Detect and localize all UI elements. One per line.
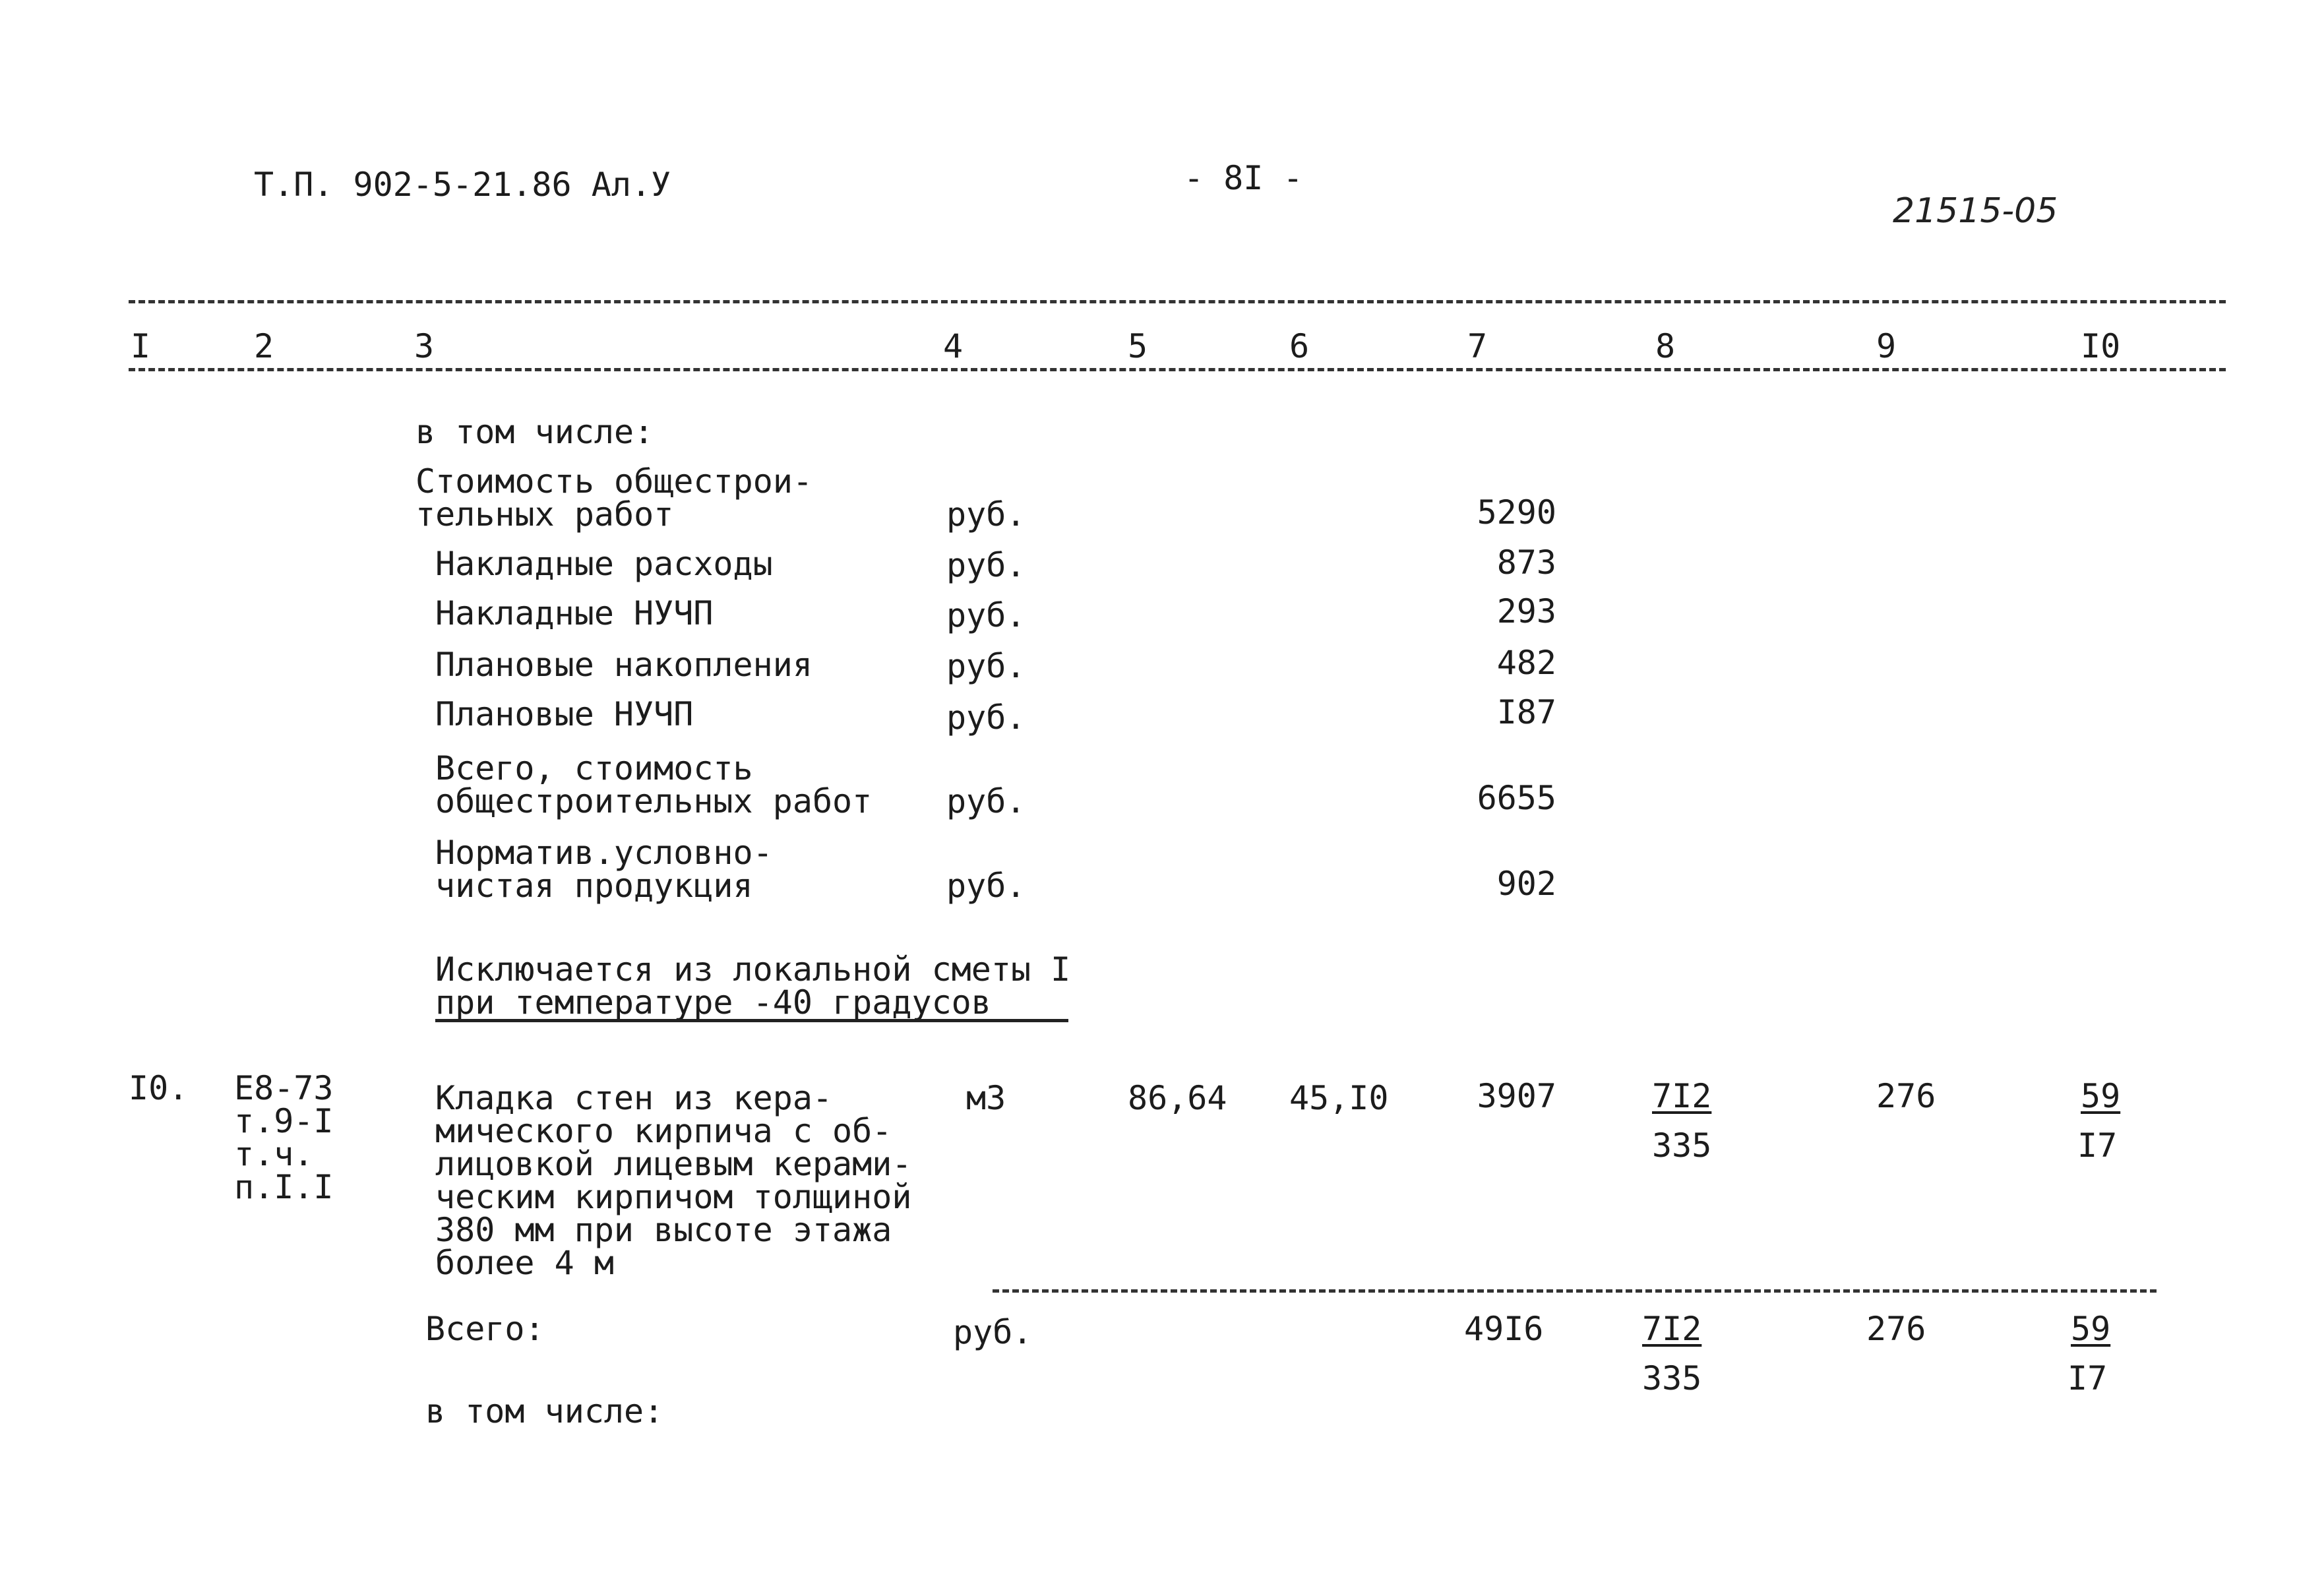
item-description: Кладка стен из кера- мического кирпича с об- лицовкой лицевым керами- ческим кирпичом толщиной 380 мм при высоте этажа более 4 м bbox=[435, 1079, 912, 1282]
item-col8-bottom: 335 bbox=[1652, 1126, 1712, 1165]
total-col8-top: 7I2 bbox=[1642, 1310, 1702, 1348]
row-name: Накладные НУЧП bbox=[435, 594, 714, 632]
column-header-7: 7 bbox=[1467, 327, 1488, 365]
row-value-col7: 6655 bbox=[1477, 779, 1556, 817]
row-name: Плановые НУЧП bbox=[435, 695, 694, 733]
row-name: Плановые накопления bbox=[435, 646, 812, 684]
row-value-col7: I87 bbox=[1496, 693, 1556, 731]
column-header-9: 9 bbox=[1876, 327, 1897, 365]
row-value-col7: 873 bbox=[1496, 543, 1556, 582]
column-header-4: 4 bbox=[943, 327, 964, 365]
row-name: Всего, стоимость общестроительных работ bbox=[435, 749, 873, 820]
total-unit: руб. bbox=[953, 1313, 1033, 1351]
total-col9: 276 bbox=[1866, 1310, 1926, 1348]
total-label: Всего: bbox=[425, 1310, 545, 1348]
row-value-col7: 5290 bbox=[1477, 493, 1556, 532]
item-unit-price: 45,I0 bbox=[1289, 1079, 1389, 1117]
column-header-8: 8 bbox=[1655, 327, 1676, 365]
row-name: Накладные расходы bbox=[435, 545, 773, 583]
item-cost: 3907 bbox=[1477, 1077, 1556, 1115]
row-value-col7: 482 bbox=[1496, 644, 1556, 682]
row-unit: руб. bbox=[946, 782, 1026, 820]
item-col10-top: 59 bbox=[2081, 1077, 2121, 1115]
table-top-rule bbox=[129, 300, 2226, 303]
row-unit: руб. bbox=[946, 546, 1026, 584]
item-col8-top: 7I2 bbox=[1652, 1077, 1712, 1115]
row-value-col7: 293 bbox=[1496, 592, 1556, 630]
handwritten-archive-number: 21515-05 bbox=[1893, 191, 2058, 231]
column-header-6: 6 bbox=[1289, 327, 1310, 365]
total-col8-bottom: 335 bbox=[1642, 1359, 1702, 1397]
table-header-bottom-rule bbox=[129, 368, 2226, 371]
block-intro: в том числе: bbox=[415, 413, 654, 451]
exclusion-note-underline bbox=[435, 1019, 1068, 1022]
subtotal-rule bbox=[993, 1289, 2157, 1293]
item-quantity: 86,64 bbox=[1128, 1079, 1227, 1117]
row-unit: руб. bbox=[946, 495, 1026, 534]
row-unit: руб. bbox=[946, 867, 1026, 905]
row-unit: руб. bbox=[946, 596, 1026, 634]
row-unit: руб. bbox=[946, 698, 1026, 737]
row-name: Стоимость общестрои- тельных работ bbox=[415, 462, 813, 534]
item-code: Е8-73 т.9-I т.ч. п.I.I bbox=[234, 1069, 334, 1206]
item-unit: м3 bbox=[966, 1079, 1006, 1117]
total-cost: 49I6 bbox=[1464, 1310, 1544, 1348]
column-header-2: 2 bbox=[254, 327, 274, 365]
document-reference: Т.П. 902-5-21.86 Ал.У bbox=[254, 166, 671, 204]
footer-intro: в том числе: bbox=[425, 1392, 664, 1430]
column-header-5: 5 bbox=[1128, 327, 1148, 365]
item-col10-bottom: I7 bbox=[2077, 1126, 2118, 1165]
row-name: Норматив.условно- чистая продукция bbox=[435, 834, 773, 905]
total-col10-top: 59 bbox=[2071, 1310, 2111, 1348]
item-col9: 276 bbox=[1876, 1077, 1936, 1115]
page-number: - 8I - bbox=[1184, 159, 1303, 197]
column-header-3: 3 bbox=[414, 327, 435, 365]
column-header-1: I bbox=[131, 327, 151, 365]
item-number: I0. bbox=[129, 1069, 189, 1107]
exclusion-note: Исключается из локальной сметы I при температуре -40 градусов bbox=[435, 950, 1071, 1022]
row-unit: руб. bbox=[946, 647, 1026, 685]
row-value-col7: 902 bbox=[1496, 865, 1556, 903]
total-col10-bottom: I7 bbox=[2067, 1359, 2108, 1397]
column-header-10: I0 bbox=[2081, 327, 2121, 365]
